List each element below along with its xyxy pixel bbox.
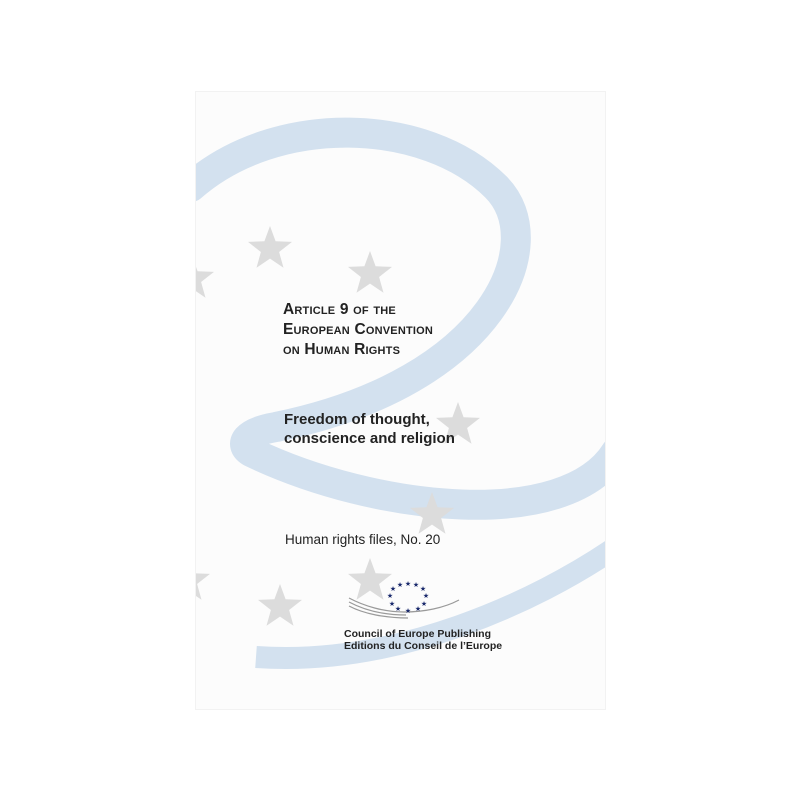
title-line: Article 9 of the	[283, 301, 396, 318]
council-of-europe-logo	[344, 578, 464, 628]
series-label: Human rights files, No. 20	[285, 532, 441, 547]
star-icon	[258, 584, 302, 626]
star-icon	[348, 251, 392, 293]
svg-text:★: ★	[394, 605, 402, 613]
svg-text:★: ★	[388, 600, 396, 608]
star-icon	[196, 558, 210, 600]
publisher-line: Council of Europe Publishing	[344, 628, 491, 640]
publisher-line: Editions du Conseil de l’Europe	[344, 640, 503, 652]
svg-text:★: ★	[419, 585, 427, 593]
svg-text:★: ★	[422, 592, 430, 600]
svg-text:★: ★	[414, 605, 422, 613]
star-icon	[196, 256, 214, 298]
svg-text:★: ★	[412, 581, 420, 589]
svg-text:★: ★	[386, 592, 394, 600]
title-line: on Human Rights	[283, 341, 401, 358]
svg-text:★: ★	[389, 585, 397, 593]
cover-title	[283, 300, 433, 360]
svg-text:★: ★	[420, 600, 428, 608]
publisher-name	[344, 628, 502, 652]
book-cover	[196, 92, 605, 709]
svg-text:★: ★	[396, 581, 404, 589]
title-line: European Convention	[283, 321, 434, 338]
svg-text:★: ★	[404, 580, 412, 588]
subtitle-line: Freedom of thought,	[284, 411, 430, 428]
cover-subtitle	[284, 410, 455, 448]
star-icon	[248, 226, 292, 268]
svg-text:★: ★	[404, 607, 412, 615]
subtitle-line: conscience and religion	[284, 430, 455, 447]
